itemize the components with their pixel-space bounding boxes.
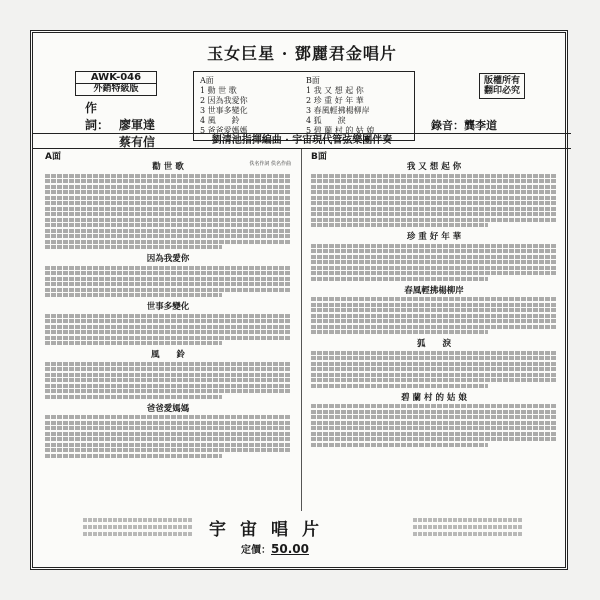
lyric-line [311, 404, 557, 408]
track-item: 5 碧 蘭 村 的 姑 娘 [306, 126, 375, 135]
lyric-line [45, 282, 291, 286]
lyric-line [45, 341, 222, 345]
column-divider [301, 149, 302, 511]
record-sleeve [30, 30, 568, 570]
catalog-box [75, 71, 157, 96]
lyric-line [311, 325, 557, 329]
lyric-line [45, 229, 291, 233]
lyric-line [311, 356, 557, 360]
lyric-line [311, 190, 557, 194]
lyric-line [45, 454, 222, 458]
track-item: 2 珍 重 好 年 華 [306, 96, 364, 105]
track-item: 4 狐 淚 [306, 116, 346, 125]
lyric-line [45, 207, 291, 211]
lyric-line [45, 443, 291, 447]
lyric-line [311, 207, 557, 211]
song-title: 爸爸愛媽媽 [146, 403, 190, 414]
lyric-line [311, 244, 557, 248]
side-b-label: B面 [311, 152, 327, 162]
rights-line-2: 翻印必究 [483, 86, 520, 96]
lyric-line [45, 201, 291, 205]
lyric-line [311, 410, 557, 414]
lyric-line [45, 266, 291, 270]
lyric-line [45, 179, 291, 183]
lyric-line [45, 288, 291, 292]
lyric-line [311, 212, 557, 216]
song-title: 狐 淚 [416, 339, 451, 349]
lyric-line [311, 266, 557, 270]
lyric-line [311, 314, 557, 318]
lyric-line [311, 218, 557, 222]
lyric-line [311, 255, 557, 259]
lyrics-column-a [45, 157, 291, 511]
lyric-line [45, 245, 222, 249]
lyric-line [45, 277, 291, 281]
lyric-line [311, 330, 488, 334]
lyric-line [45, 336, 291, 340]
lyric-line [311, 260, 557, 264]
lyric-line [311, 277, 488, 281]
song-credit: 佚名作詞 佚名作曲 [249, 161, 291, 167]
lyric-line [311, 185, 557, 189]
edition-label: 外銷特級版 [93, 84, 139, 94]
side-a-label: A面 [45, 152, 61, 162]
address-block-left [83, 515, 193, 539]
song-title: 世事多變化 [146, 302, 190, 312]
lyric-line [311, 421, 557, 425]
track-item: 1 我 又 想 起 你 [306, 86, 364, 95]
track-item: 2 因為我愛你 [200, 96, 248, 105]
lyric-line [45, 325, 291, 329]
arranger-band-credit: 劉清池指揮編曲 · 宇宙現代管弦樂團伴奏 [33, 133, 571, 149]
song-title: 珍 重 好 年 華 [406, 232, 462, 242]
side-a-heading: A面 [200, 76, 214, 85]
song-title: 春風輕拂楊柳岸 [404, 285, 464, 296]
lyrics-column-b [311, 157, 557, 511]
lyric-line [311, 223, 488, 227]
lyric-line [45, 448, 291, 452]
song-title: 風 鈴 [150, 350, 185, 360]
track-item: 4 風 鈴 [200, 116, 240, 125]
song-title: 因為我愛你 [146, 254, 190, 264]
lyric-line [45, 185, 291, 189]
lyric-line [311, 249, 557, 253]
lyricist-name-2: 蔡有信 [119, 135, 156, 149]
lyric-line [45, 234, 291, 238]
track-item: 3 世事多變化 [200, 106, 248, 115]
album-title: 玉女巨星 · 鄧麗君金唱片 [207, 44, 397, 63]
lyric-line [45, 314, 291, 318]
side-b-heading: B面 [306, 76, 320, 85]
lyric-line [45, 362, 291, 366]
lyric-line [45, 373, 291, 377]
track-item: 1 動 世 歌 [200, 86, 237, 95]
recording-credit: 錄音：龔李道 [431, 119, 497, 132]
lyric-line [45, 240, 291, 244]
record-label-name: 宇宙唱片 [209, 520, 333, 540]
lyric-line [45, 378, 291, 382]
lyric-line [311, 437, 557, 441]
lyric-line [45, 174, 291, 178]
lyric-line [311, 351, 557, 355]
lyric-line [311, 367, 557, 371]
lyric-line [45, 437, 291, 441]
lyric-line [311, 319, 557, 323]
lyric-line [311, 201, 557, 205]
song-title: 碧 蘭 村 的 姑 娘 [401, 392, 467, 403]
lyric-line [311, 174, 557, 178]
track-item: 5 爸爸愛媽媽 [200, 126, 248, 135]
lyric-line [311, 426, 557, 430]
lyric-line [311, 362, 557, 366]
lyric-line [45, 271, 291, 275]
lyric-line [311, 384, 488, 388]
lyric-line [45, 218, 291, 222]
footer [33, 511, 571, 567]
track-list-side-b [306, 76, 374, 136]
lyric-line [45, 293, 222, 297]
rights-line-1: 版權所有 [483, 76, 520, 86]
lyric-line [45, 212, 291, 216]
lyric-line [45, 190, 291, 194]
lyric-line [311, 303, 557, 307]
lyric-line [45, 319, 291, 323]
lyric-line [311, 308, 557, 312]
lyric-line [45, 426, 291, 430]
lyric-line [311, 432, 557, 436]
lyricist-label: 作詞： [85, 101, 110, 132]
lyric-line [45, 421, 291, 425]
lyric-line [45, 395, 222, 399]
lyric-line [311, 196, 557, 200]
lyric-line [45, 415, 291, 419]
lyric-line [45, 384, 291, 388]
lyric-line [311, 443, 488, 447]
lyric-line [311, 271, 557, 275]
lyric-line [311, 179, 557, 183]
price-line [241, 541, 309, 556]
track-item: 3 春風輕拂楊柳岸 [306, 106, 370, 115]
lyric-line [311, 378, 557, 382]
price-value: 50.00 [271, 542, 309, 556]
rights-box [479, 73, 525, 99]
track-list-box [193, 71, 415, 141]
lyric-line [45, 367, 291, 371]
lyric-line [311, 415, 557, 419]
price-label: 定價： [241, 545, 271, 556]
song-title: 勸 世 歌 佚名作詞 佚名作曲 [152, 161, 291, 172]
lyric-line [311, 373, 557, 377]
lyric-line [45, 389, 291, 393]
song-title: 我 又 想 起 你 [406, 162, 462, 172]
catalog-number: AWK-046 [76, 72, 156, 84]
lyric-line [45, 330, 291, 334]
lyric-line [311, 297, 557, 301]
lyric-line [45, 432, 291, 436]
lyric-line [45, 196, 291, 200]
lyricist-name-1: 廖軍達 [119, 118, 156, 132]
track-list-side-a [200, 76, 248, 136]
address-block-right [413, 515, 523, 539]
lyric-line [45, 223, 291, 227]
